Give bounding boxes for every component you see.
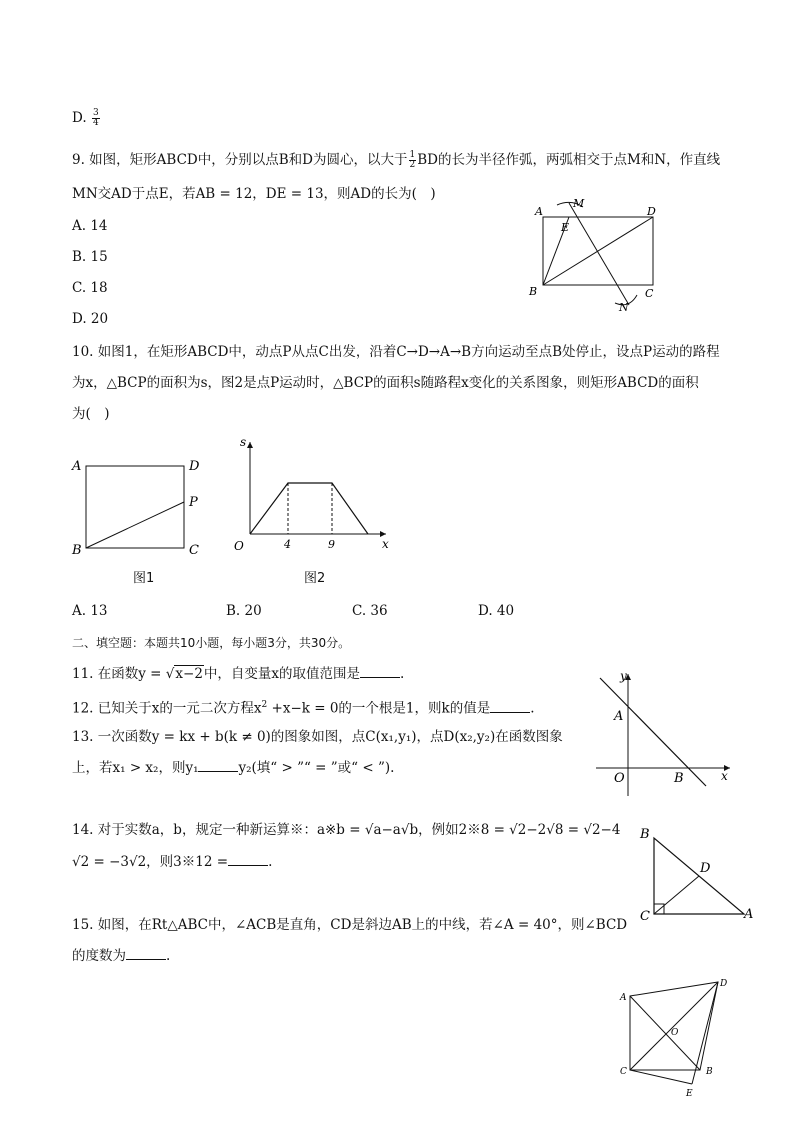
q10-line-3: 为( ) bbox=[72, 406, 110, 422]
fig2-caption: 图2 bbox=[304, 571, 326, 586]
q14-figure bbox=[632, 822, 762, 927]
q10-line-1: 10. 如图1，在矩形ABCD中，动点P从点C出发，沿着C→D→A→B方向运动至点B处停止，设点P运动的路程 bbox=[72, 344, 720, 360]
fig2-label-x: x bbox=[382, 537, 389, 551]
q9-fraction bbox=[409, 151, 417, 170]
q9-line-2: MN交AD于点E，若AB = 12，DE = 13，则AD的长为( ) bbox=[72, 186, 436, 202]
q8-option-d-fraction bbox=[92, 109, 100, 128]
q14-answer-blank[interactable] bbox=[228, 853, 268, 866]
q10-figure-1 bbox=[66, 450, 206, 560]
q13-answer-blank[interactable] bbox=[198, 759, 238, 772]
q16-label-a: A bbox=[620, 993, 627, 1003]
q9-option-a: A. 14 bbox=[72, 218, 108, 234]
q9-label-a: A bbox=[535, 205, 543, 218]
fig1-caption: 图1 bbox=[133, 571, 155, 586]
q11-radicand: x−2 bbox=[175, 666, 203, 682]
q9-text-a: 9. 如图，矩形ABCD中，分别以点B和D为圆心，以大于 bbox=[72, 152, 408, 168]
q12-text-c: . bbox=[530, 700, 535, 717]
q9-figure bbox=[525, 195, 665, 315]
q12-exponent: 2 bbox=[261, 700, 268, 710]
q11-answer-blank[interactable] bbox=[360, 665, 400, 678]
q9-label-c: C bbox=[645, 287, 654, 300]
fig1-label-d: D bbox=[189, 459, 200, 474]
q12-answer-blank[interactable] bbox=[490, 700, 530, 713]
q14-label-d: D bbox=[700, 861, 711, 876]
q13-text-b: y₂(填“ > ”“ = ”或“ < ”). bbox=[238, 760, 395, 776]
q12-text-a: 12. 已知关于x的一元二次方程x bbox=[72, 700, 262, 717]
q14-line-1: 14. 对于实数a，b，规定一种新运算※：a※b = √a−a√b，例如2※8 = √2−2√8 = √2−4 bbox=[72, 822, 621, 838]
q14-line-2 bbox=[72, 852, 272, 872]
q14-text-b: . bbox=[268, 854, 273, 870]
q14-label-a: A bbox=[744, 907, 754, 922]
q8-option-d-label: D. bbox=[72, 110, 87, 126]
q13-label-y: y bbox=[620, 669, 627, 683]
q8-option-d bbox=[72, 108, 101, 128]
q11 bbox=[72, 664, 404, 684]
q10-option-a: A. 13 bbox=[72, 603, 108, 619]
q10-figure-2 bbox=[226, 434, 396, 559]
q13-label-o: O bbox=[614, 771, 625, 786]
q14-label-b: B bbox=[640, 827, 650, 842]
q13-line-2 bbox=[72, 758, 394, 778]
q16-label-o: O bbox=[671, 1028, 679, 1038]
q11-text-c: . bbox=[400, 666, 405, 682]
q10-line-2: 为x，△BCP的面积为s，图2是点P运动时，△BCP的面积s随路程x变化的关系图象，则矩形ABCD的面积 bbox=[72, 375, 699, 391]
q16-figure bbox=[612, 972, 742, 1102]
fig2-label-s: s bbox=[240, 435, 247, 449]
q16-label-d: D bbox=[720, 979, 728, 989]
q9-option-d: D. 20 bbox=[72, 311, 109, 327]
fig1-label-b: B bbox=[72, 543, 82, 558]
q13-line-1: 13. 一次函数y = kx + b(k ≠ 0)的图象如图，点C(x₁,y₁)，点D(x₂,y₂)在函数图象 bbox=[72, 729, 563, 745]
fig2-tick-2: 9 bbox=[328, 538, 335, 551]
q9-line-1 bbox=[72, 150, 720, 170]
q10-option-d: D. 40 bbox=[478, 603, 515, 619]
q9-label-m: M bbox=[573, 197, 585, 210]
fig2-tick-1: 4 bbox=[284, 538, 291, 551]
q9-text-b: BD的长为半径作弧，两弧相交于点M和N，作直线 bbox=[417, 152, 721, 168]
q13-label-a: A bbox=[614, 709, 624, 724]
q15-line-1: 15. 如图，在Rt△ABC中，∠ACB是直角，CD是斜边AB上的中线，若∠A = 40°，则∠BCD bbox=[72, 917, 628, 933]
q15-answer-blank[interactable] bbox=[126, 947, 166, 960]
fraction-numerator: 1 bbox=[409, 150, 416, 160]
fig1-label-p: P bbox=[189, 495, 198, 510]
q9-label-b: B bbox=[529, 285, 538, 298]
q15-text-b: . bbox=[166, 948, 171, 964]
q12 bbox=[72, 695, 535, 719]
q12-text-b: +x−k = 0的一个根是1，则k的值是 bbox=[267, 700, 491, 717]
fig1-label-a: A bbox=[72, 459, 82, 474]
fig1-label-c: C bbox=[189, 543, 199, 558]
fraction-denominator: 2 bbox=[409, 160, 416, 170]
q14-text-a: √2 = −3√2，则3※12 = bbox=[72, 854, 229, 870]
q13-label-x: x bbox=[721, 769, 728, 783]
fraction-numerator: 3 bbox=[92, 108, 99, 118]
q16-label-c: C bbox=[620, 1067, 627, 1077]
q14-label-c: C bbox=[640, 909, 650, 924]
q15-text-a: 的度数为 bbox=[72, 948, 126, 964]
q13-text-a: 上，若x₁ > x₂，则y₁ bbox=[72, 760, 199, 776]
q15-line-2 bbox=[72, 946, 170, 966]
q16-label-e: E bbox=[686, 1089, 693, 1099]
q10-option-c: C. 36 bbox=[352, 603, 388, 619]
fig2-label-o: O bbox=[234, 539, 244, 553]
section-2-title: 二、填空题：本题共10小题，每小题3分，共30分。 bbox=[72, 636, 351, 650]
q9-label-d: D bbox=[647, 205, 656, 218]
fraction-denominator: 4 bbox=[92, 118, 99, 128]
q9-option-c: C. 18 bbox=[72, 280, 108, 296]
q11-text-a: 11. 在函数y = bbox=[72, 666, 166, 682]
sqrt-icon: √ bbox=[165, 666, 175, 682]
q13-label-b: B bbox=[674, 771, 684, 786]
q9-option-b: B. 15 bbox=[72, 249, 108, 265]
q13-figure bbox=[590, 668, 735, 798]
q10-option-b: B. 20 bbox=[226, 603, 262, 619]
q9-label-e: E bbox=[561, 221, 570, 234]
q16-label-b: B bbox=[706, 1067, 713, 1077]
q9-label-n: N bbox=[619, 301, 629, 314]
q11-text-b: 中，自变量x的取值范围是 bbox=[203, 666, 361, 682]
